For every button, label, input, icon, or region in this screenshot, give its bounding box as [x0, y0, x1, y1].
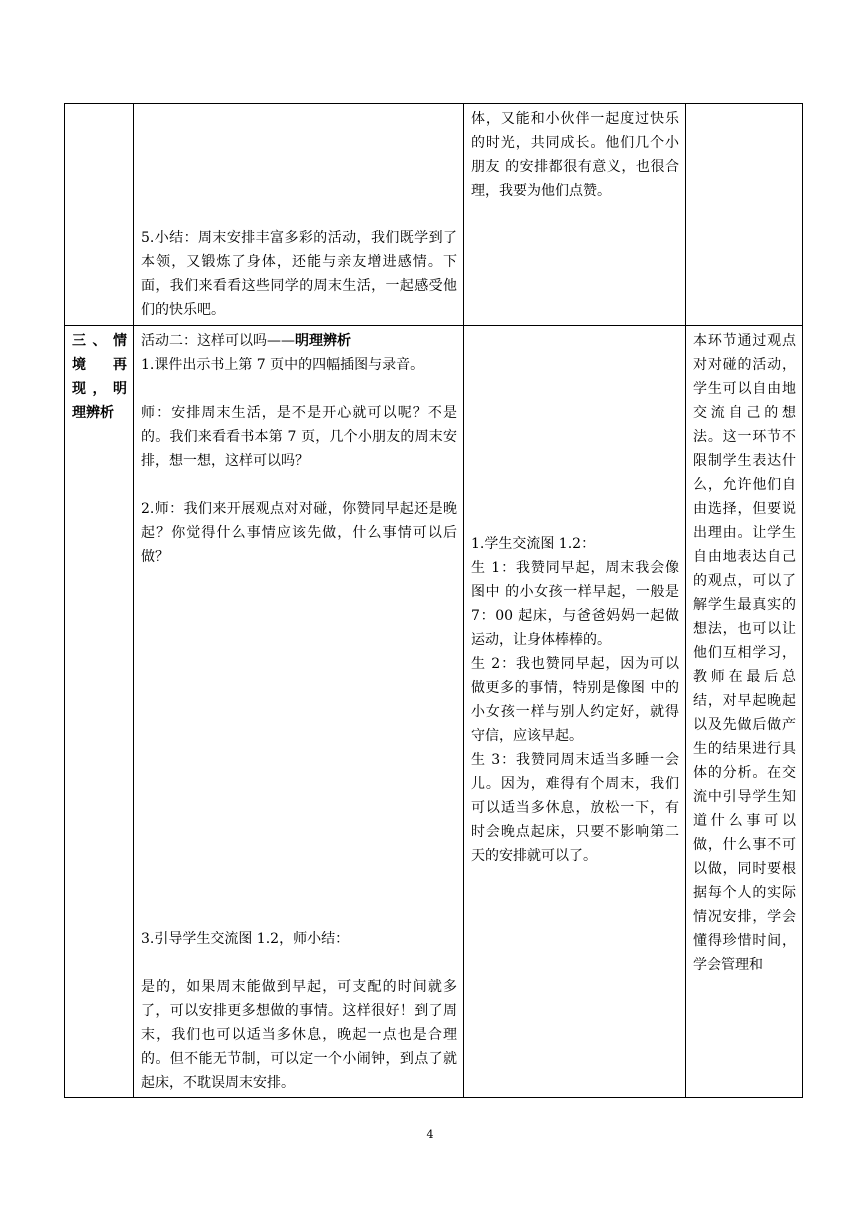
- activity-heading-bold: 明理辨析: [295, 333, 351, 349]
- teacher-step-2: 2.师：我们来开展观点对对碰，你赞同早起还是晚起？你觉得什么事情应该先做，什么事情可以后做？: [141, 501, 457, 565]
- activity-heading: [141, 329, 457, 353]
- student-activity-cell: [464, 326, 686, 1098]
- table-row: [65, 326, 803, 1098]
- teacher-step-1: 1.课件出示书上第 7 页中的四幅插图与录音。: [141, 357, 425, 373]
- teacher-step-3: 3.引导学生交流图 1.2，师小结：: [141, 931, 350, 947]
- teacher-question: 师：安排周末生活，是不是开心就可以呢？不是的。我们来看看书本第 7 页，几个小朋友的周末安排，想一想，这样可以吗？: [141, 405, 457, 469]
- lesson-plan-table: [64, 103, 803, 1098]
- teacher-conclusion: 是的，如果周末能做到早起，可支配的时间就多了，可以安排更多想做的事情。这样很好！到了周末，我们也可以适当多休息，晚起一点也是合理的。但不能无节制，可以定一个小闹钟，到点了就起床，不耽误周末安排。: [141, 979, 457, 1091]
- student-step-1: 1.学生交流图 1.2：: [471, 536, 596, 552]
- stage-cell: [65, 326, 134, 1098]
- student-answer-2: 生 2：我也赞同早起，因为可以做更多的事情，特别是像图 中的小女孩一样与别人约定好，就得守信，应该早起。: [471, 656, 679, 744]
- student-answer-3: 生 3：我赞同周末适当多睡一会儿。因为，难得有个周末，我们可以适当多休息，放松一下，有时会晚点起床，只要不影响第二天的安排就可以了。: [471, 752, 679, 864]
- stage-cell: [65, 104, 134, 326]
- design-intent-text: 本环节通过观点对对碰的活动，学生可以自由地交流自己的想法。这一环节不限制学生表达什么，允许他们自由选择，但要说出理由。让学生自由地表达自己的观点，可以了解学生最真实的想法，也可以让他们互相学习，教师在最后总结，对早起晚起以及先做后做产生的结果进行具体的分析。在交流中引导学生知道什么事可以做，什么事不可以做，同时要根据每个人的实际情况安排，学会懂得珍惜时间，学会管理和: [693, 333, 796, 973]
- teacher-activity-cell: [134, 104, 464, 326]
- teacher-summary-text: 5.小结：周末安排丰富多彩的活动，我们既学到了本领，又锻炼了身体，还能与亲友增进感情。下面，我们来看看这些同学的周末生活，一起感受他们的快乐吧。: [141, 230, 457, 318]
- design-intent-cell: [686, 326, 803, 1098]
- stage-title: 三、情境再现，明理辨析: [72, 333, 127, 421]
- student-activity-cell: [464, 104, 686, 326]
- table-row: [65, 104, 803, 326]
- teacher-activity-cell: [134, 326, 464, 1098]
- page-number: 4: [426, 1128, 434, 1141]
- student-text: 体，又能和小伙伴一起度过快乐的时光，共同成长。他们几个小朋友 的安排都很有意义，也很合理，我要为他们点赞。: [471, 111, 679, 199]
- design-intent-cell: [686, 104, 803, 326]
- student-answer-1: 生 1：我赞同早起，周末我会像 图中 的小女孩一样早起，一般是 7：00 起床，与爸爸妈妈一起做运动，让身体棒棒的。: [471, 560, 679, 648]
- activity-heading-prefix: 活动二：这样可以吗——: [141, 333, 295, 349]
